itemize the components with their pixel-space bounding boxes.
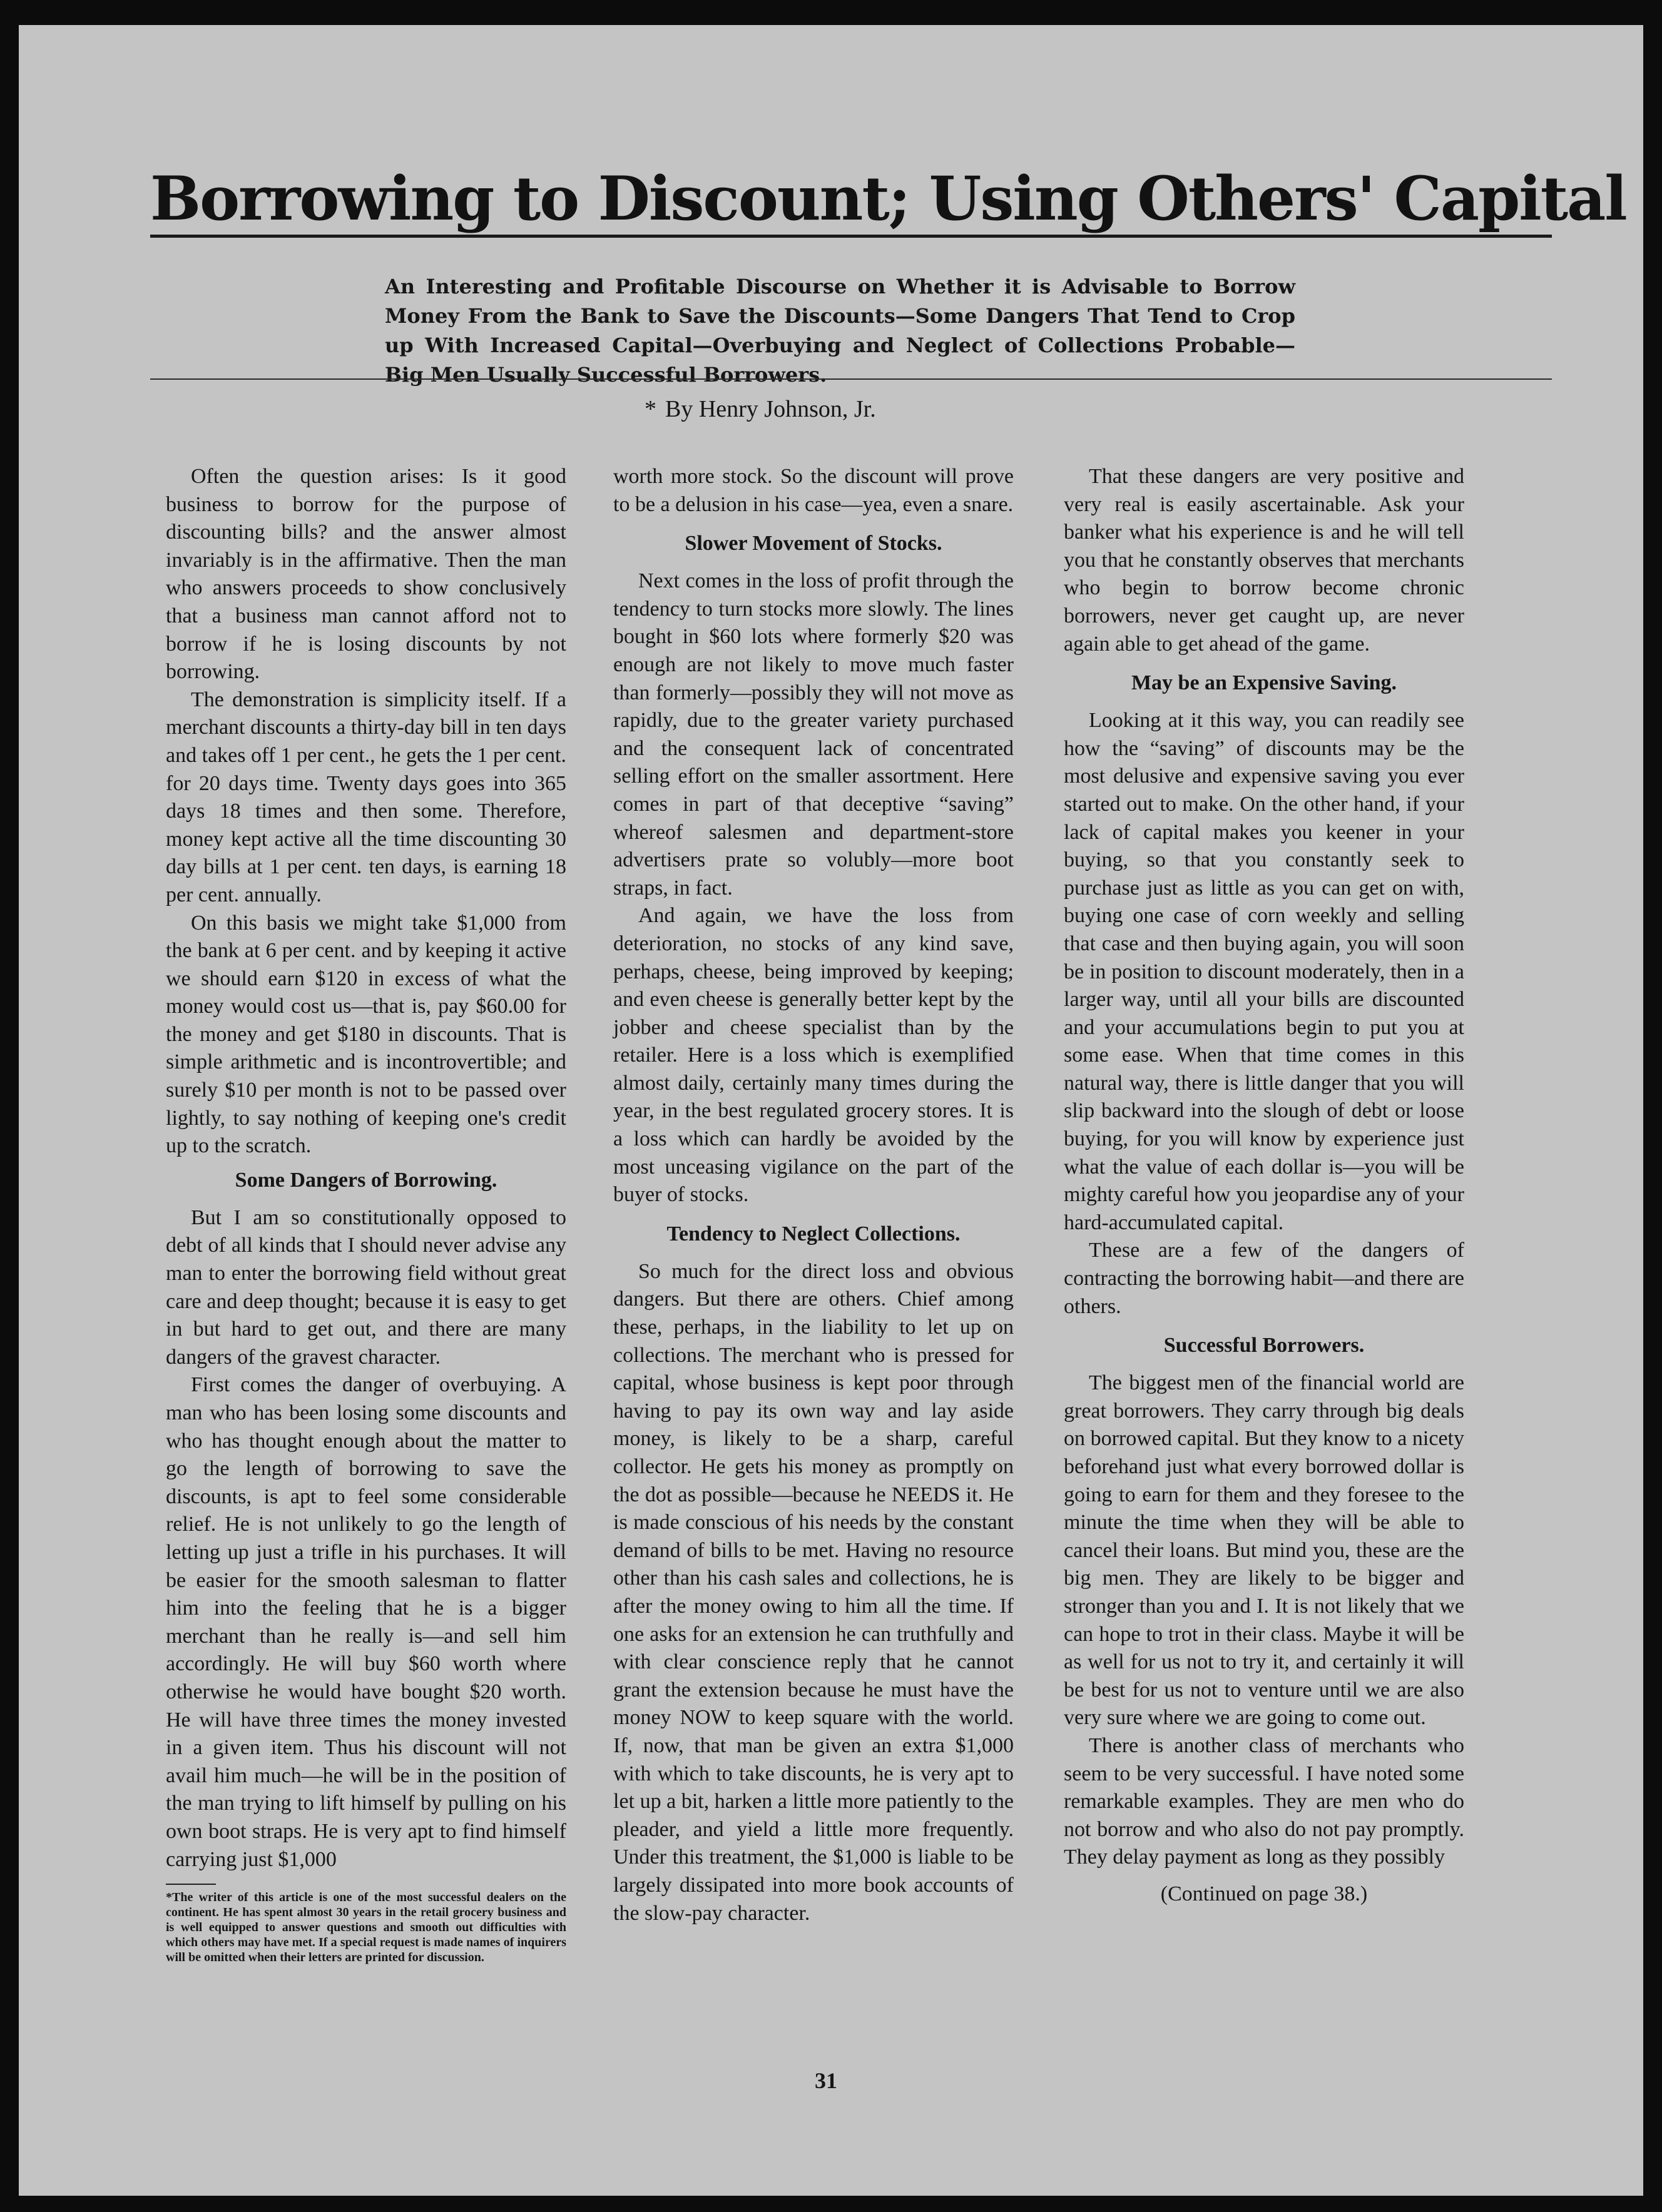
paragraph: Often the question arises: Is it good business to borrow for the purpose of discounting bills? and the answer almost invariably is in the affirmative. Then the man who answers proceeds to show conclusively that a business man cannot afford not to borrow if he is losing discounts by not borrowing. xyxy=(166,465,566,684)
continued-note: (Continued on page 38.) xyxy=(1160,1882,1368,1905)
paragraph: Looking at it this way, you can readily see how the “saving” of discounts may be the most delusive and expensive saving you ever started out to make. On the other hand, if your lack of capital makes you keener in your buying, so that you constantly seek to purchase just as little as you can get on with, buying one case of corn weekly and selling that case and then buying again, you will soon be in position to discount moderately, then in a larger way, until all your bills are discounted and your accumulations begin to put you at some ease. When that time comes in this natural way, there is little danger that you will slip backward into the slough of debt or loose buying, for you will know by experience just what the value of each dollar is—you will be mighty careful how you jeopardise any of your hard-accumulated capital. xyxy=(1064,709,1464,1234)
column-3 xyxy=(1064,463,1464,1909)
footnote-rule xyxy=(166,1884,216,1885)
article-title: Borrowing to Discount; Using Others' Capital xyxy=(150,163,1626,234)
title-rule xyxy=(150,235,1552,238)
paragraph: And again, we have the loss from deterioration, no stocks of any kind save, perhaps, cheese, being improved by keeping; and even cheese is generally better kept by the jobber and cheese specialist than by the retailer. Here is a loss which is exemplified almost daily, certainly many times during the year, in the best regulated grocery stores. It is a loss which can hardly be avoided by the most unceasing vigilance on the part of the buyer of stocks. xyxy=(613,904,1014,1207)
column-2 xyxy=(613,463,1014,1927)
section-heading: Tendency to Neglect Collections. xyxy=(666,1222,961,1246)
paragraph: The biggest men of the financial world are great borrowers. They carry through big deals on borrowed capital. But they know to a nicety beforehand just what every borrowed dollar is going to earn for them and they foresee to the minute the time when they will be able to cancel their loans. But mind you, these are the big men. They are likely to be bigger and stronger than you and I. It is not likely that we can hope to trot in their class. Maybe it will be as well for us not to try it, and certainly it will be best for us not to venture until we are also very sure where we are going to come out. xyxy=(1064,1371,1464,1730)
paragraph: On this basis we might take $1,000 from the bank at 6 per cent. and by keeping it active we should earn $120 in excess of what the money would cost us—that is, pay $60.00 for the money and get $180 in discounts. That is simple arithmetic and is incontrovertible; and surely $10 per month is not to be passed over lightly, to say nothing of keeping one's credit up to the scratch. xyxy=(166,911,566,1158)
paragraph: But I am so constitutionally opposed to debt of all kinds that I should never advise any man to enter the borrowing field without great care and deep thought; because it is easy to get in but hard to get out, and there are many dangers of the gravest character. xyxy=(166,1205,566,1369)
column-1 xyxy=(166,463,566,1965)
paragraph: First comes the danger of overbuying. A man who has been losing some discounts and who has thought enough about the matter to go the length of borrowing to save the discounts, is apt to feel some considerable relief. He is not unlikely to go the length of letting up just a trifle in his purchases. It will be easier for the smooth salesman to flatter him into the feeling that he is a bigger merchant than he really is—and sell him accordingly. He will buy $60 worth where otherwise he would have bought $20 worth. He will have three times the money invested in a given item. Thus his discount will not avail him much—he will be in the position of the man trying to lift himself by pulling on his own boot straps. He is very apt to find himself carrying just $1,000 xyxy=(166,1373,566,1871)
magazine-page xyxy=(19,25,1643,2196)
section-heading: May be an Expensive Saving. xyxy=(1131,671,1397,695)
paragraph: These are a few of the dangers of contracting the borrowing habit—and there are others. xyxy=(1064,1239,1464,1318)
byline-author: By Henry Johnson, Jr. xyxy=(665,396,876,422)
section-heading: Some Dangers of Borrowing. xyxy=(235,1168,497,1192)
article-deck: An Interesting and Profitable Discourse on Whether it is Advisable to Borrow Money From the Bank to Save the Discounts—Some Dangers That Tend to Crop up With Increased Capital—Overbuying and Neglect of Collections Probable—Big Men Usually Successful Borrowers. xyxy=(385,275,1295,387)
section-heading: Slower Movement of Stocks. xyxy=(685,532,942,556)
page-number: 31 xyxy=(815,2068,837,2093)
byline-footnote-mark: * xyxy=(645,396,656,422)
paragraph: Next comes in the loss of profit through the tendency to turn stocks more slowly. The lines bought in $60 lots where formerly $20 was enough are not likely to move much faster than formerly—possibly they will not move as rapidly, due to the greater variety purchased and the consequent lack of concentrated selling effort on the smaller assortment. Here comes in part of that deceptive “saving” whereof salesmen and department-store advertisers prate so volubly—more boot straps, in fact. xyxy=(613,569,1014,900)
deck-rule xyxy=(150,378,1552,380)
paragraph: The demonstration is simplicity itself. If a merchant discounts a thirty-day bill in ten days and takes off 1 per cent., he gets the 1 per cent. for 20 days time. Twenty days goes into 365 days 18 times and then some. Therefore, money kept active all the time discounting 30 day bills at 1 per cent. ten days, is earning 18 per cent. annually. xyxy=(166,687,566,906)
author-footnote: *The writer of this article is one of the most successful dealers on the continent. He has spent almost 30 years in the retail grocery business and is well equipped to answer questions and smooth out difficulties with which others may have met. If a special request is made names of inquirers will be omitted when their letters are printed for discussion. xyxy=(166,1890,566,1965)
paragraph: worth more stock. So the discount will prove to be a delusion in his case—yea, even a snare. xyxy=(613,465,1014,516)
section-heading: Successful Borrowers. xyxy=(1163,1334,1365,1357)
paragraph: That these dangers are very positive and very real is easily ascertainable. Ask your banker what his experience is and he will tell you that he constantly observes that merchants who begin to borrow become chronic borrowers, never get caught up, are never again able to get ahead of the game. xyxy=(1064,465,1464,656)
paragraph: There is another class of merchants who seem to be very successful. I have noted some remarkable examples. They are men who do not borrow and who also do not pay promptly. They delay payment as long as they possibly xyxy=(1064,1733,1464,1869)
byline xyxy=(645,395,1145,423)
paragraph: So much for the direct loss and obvious dangers. But there are others. Chief among these, perhaps, in the liability to let up on collections. The merchant who is pressed for capital, whose business is kept poor through having to pay its own way and lay aside money, is likely to be a sharp, careful collector. He gets his money as promptly on the dot as possible—because he NEEDS it. He is made conscious of his needs by the constant demand of bills to be met. Having no resource other than his cash sales and collections, he is after the money owing to him all the time. If one asks for an extension he can truthfully and with clear conscience reply that he cannot grant the extension because he must have the money NOW to keep square with the world. If, now, that man be given an extra $1,000 with which to take discounts, he is very apt to let up a bit, harken a little more patiently to the pleader, and yield a little more frequently. Under this treatment, the $1,000 is liable to be largely dissipated into more book accounts of the slow-pay character. xyxy=(613,1259,1014,1925)
